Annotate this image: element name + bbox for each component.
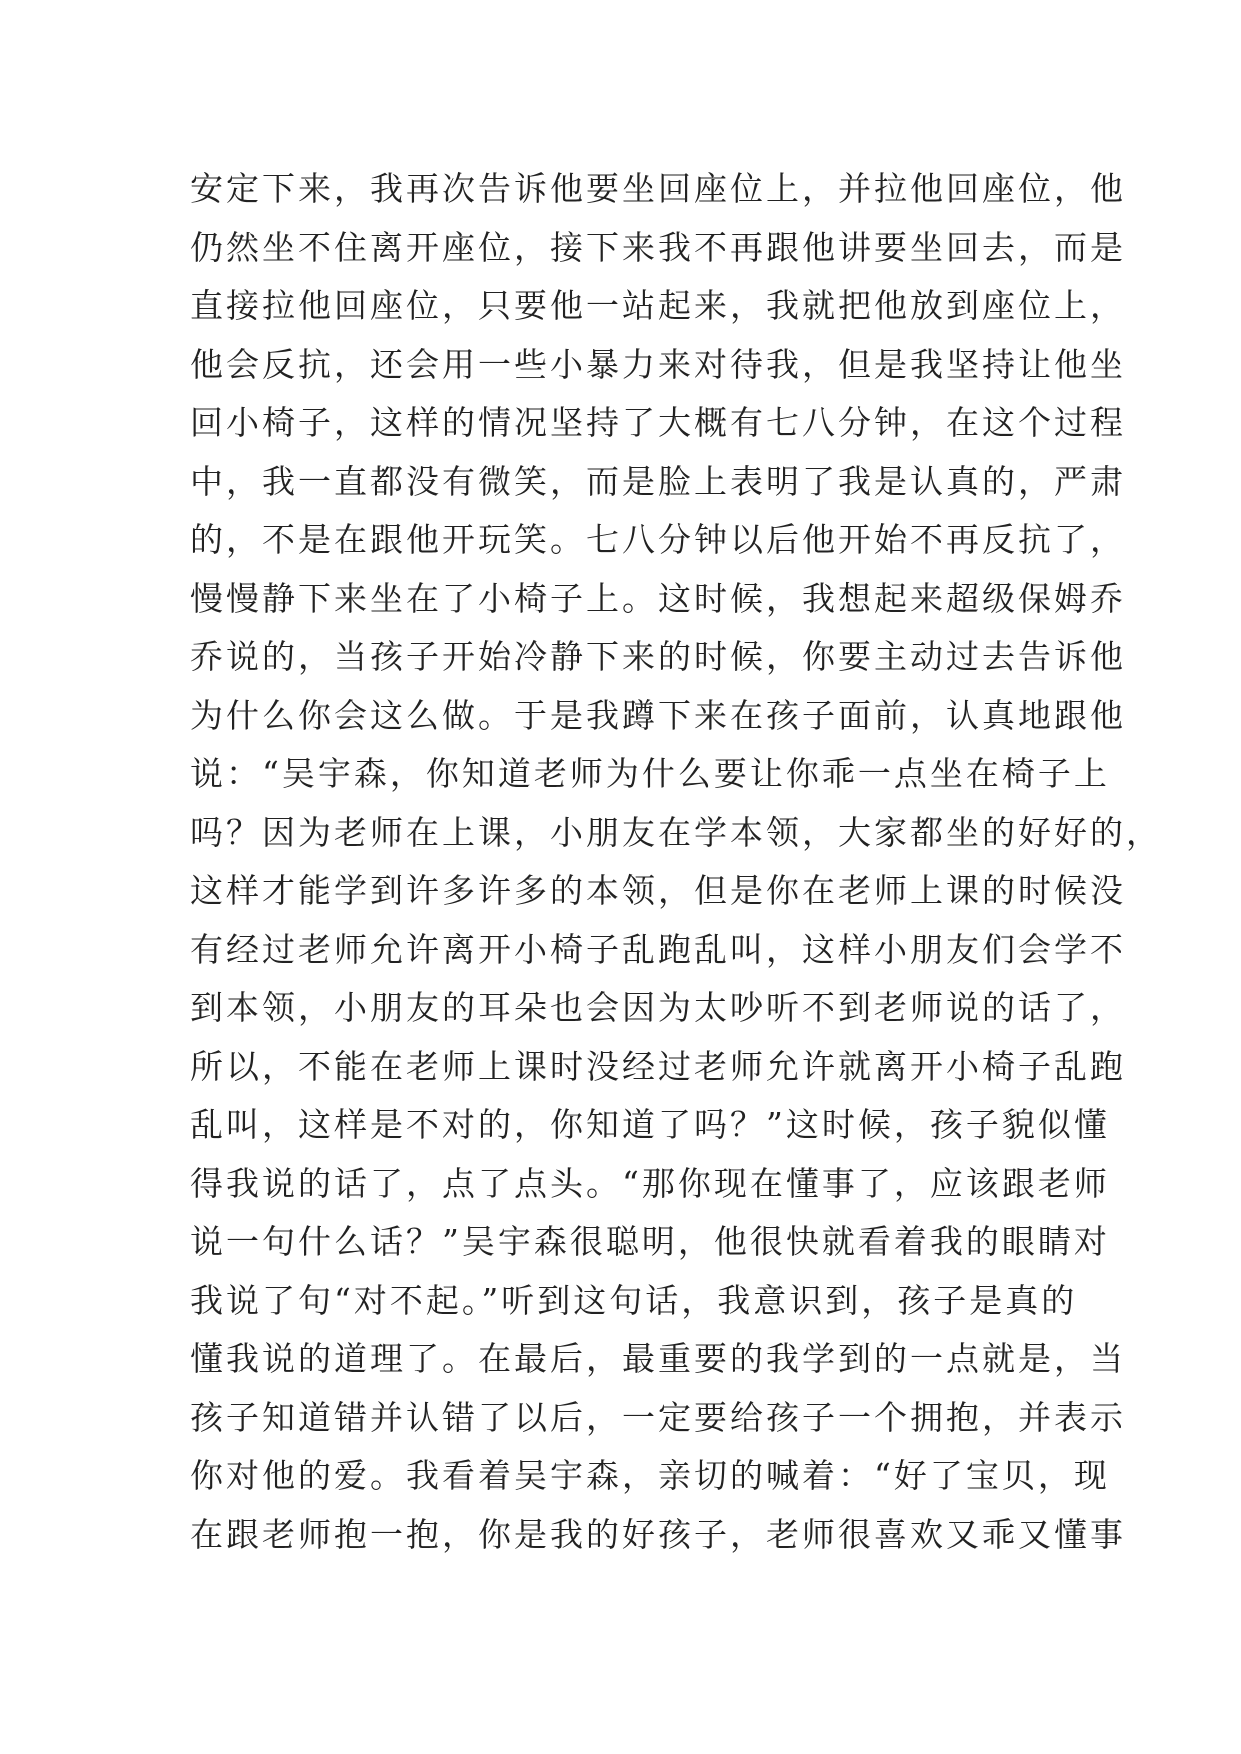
text-line: 到本领，小朋友的耳朵也会因为太吵听不到老师说的话了， bbox=[190, 988, 1126, 1027]
text-line: 直接拉他回座位，只要他一站起来，我就把他放到座位上， bbox=[190, 286, 1126, 325]
text-line: 这样才能学到许多许多的本领，但是你在老师上课的时候没 bbox=[190, 871, 1126, 910]
text-line: 慢慢静下来坐在了小椅子上。这时候，我想起来超级保姆乔 bbox=[190, 578, 1126, 618]
text-line: 仍然坐不住离开座位，接下来我不再跟他讲要坐回去，而是 bbox=[190, 227, 1126, 267]
text-line: 乱叫，这样是不对的，你知道了吗？”这时候，孩子貌似懂 bbox=[190, 1105, 1110, 1144]
text-line: 说一句什么话？”吴宇森很聪明，他很快就看着我的眼睛对 bbox=[190, 1222, 1110, 1261]
text-line: 安定下来，我再次告诉他要坐回座位上，并拉他回座位，他 bbox=[190, 169, 1126, 208]
text-line: 我说了句“对不起。”听到这句话，我意识到，孩子是真的 bbox=[190, 1280, 1078, 1320]
text-line: 孩子知道错并认错了以后，一定要给孩子一个拥抱，并表示 bbox=[190, 1397, 1126, 1437]
text-line: 在跟老师抱一抱，你是我的好孩子，老师很喜欢又乖又懂事 bbox=[190, 1514, 1126, 1554]
body-text bbox=[190, 160, 1162, 1564]
text-line: 的，不是在跟他开玩笑。七八分钟以后他开始不再反抗了， bbox=[190, 520, 1126, 559]
text-line: 回小椅子，这样的情况坚持了大概有七八分钟，在这个过程 bbox=[190, 403, 1126, 442]
text-line: 得我说的话了，点了点头。“那你现在懂事了，应该跟老师 bbox=[190, 1163, 1110, 1203]
text-line: 说：“吴宇森，你知道老师为什么要让你乖一点坐在椅子上 bbox=[190, 754, 1110, 793]
text-line: 懂我说的道理了。在最后，最重要的我学到的一点就是，当 bbox=[190, 1339, 1126, 1378]
text-line: 吗？因为老师在上课，小朋友在学本领，大家都坐的好好的， bbox=[190, 812, 1162, 852]
text-line: 中，我一直都没有微笑，而是脸上表明了我是认真的，严肃 bbox=[190, 461, 1126, 501]
text-line: 你对他的爱。我看着吴宇森，亲切的喊着：“好了宝贝，现 bbox=[190, 1456, 1110, 1495]
text-line: 乔说的，当孩子开始冷静下来的时候，你要主动过去告诉他 bbox=[190, 637, 1126, 676]
text-line: 所以，不能在老师上课时没经过老师允许就离开小椅子乱跑 bbox=[190, 1046, 1126, 1086]
text-line: 为什么你会这么做。于是我蹲下来在孩子面前，认真地跟他 bbox=[190, 695, 1126, 735]
text-line: 他会反抗，还会用一些小暴力来对待我，但是我坚持让他坐 bbox=[190, 344, 1126, 384]
text-line: 有经过老师允许离开小椅子乱跑乱叫，这样小朋友们会学不 bbox=[190, 929, 1126, 969]
